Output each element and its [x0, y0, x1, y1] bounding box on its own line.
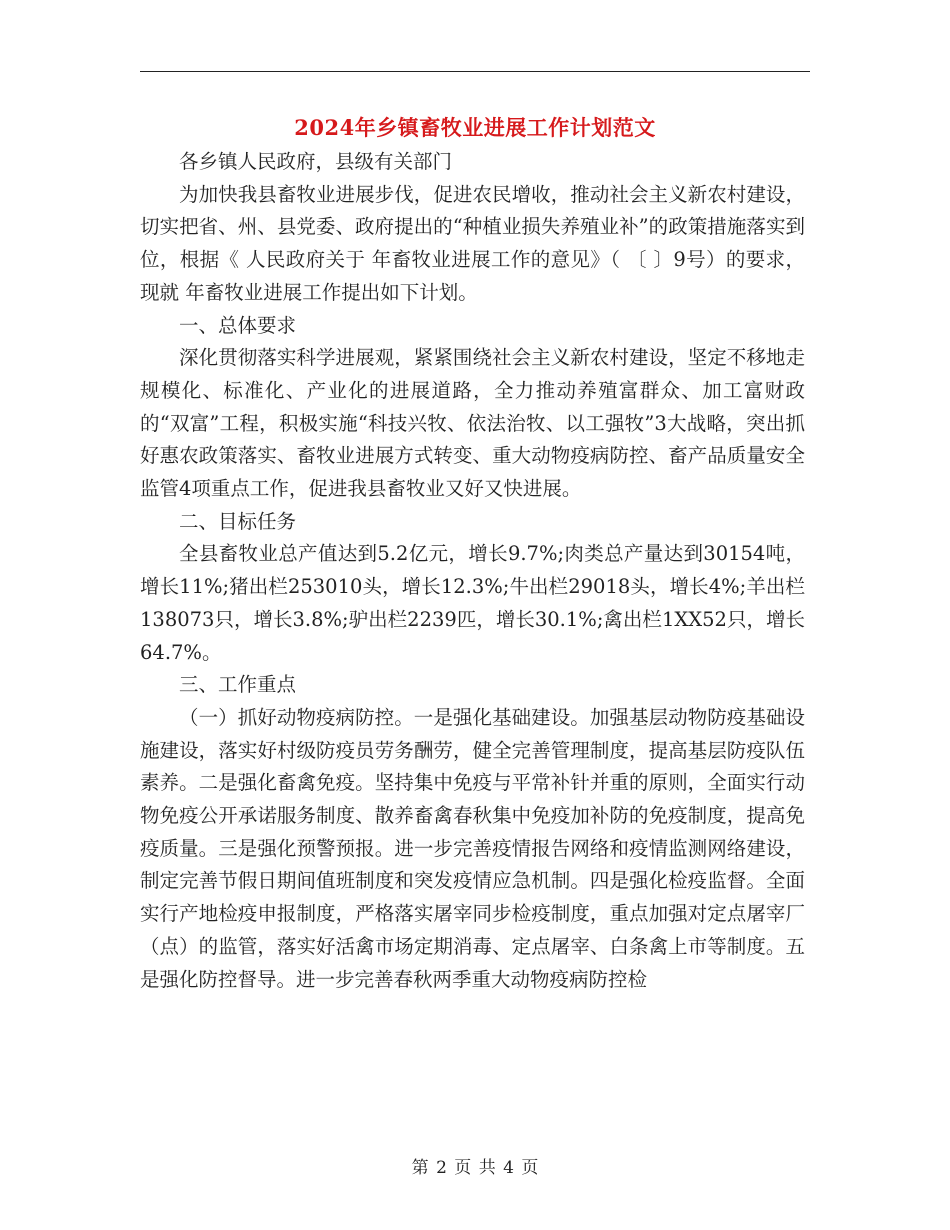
intro-paragraph: 为加快我县畜牧业进展步伐，促进农民增收，推动社会主义新农村建设，切实把省、州、县党委、政府提出的“种植业损失养殖业补”的政策措施落实到位，根据《 人民政府关于 年畜牧业进展工作的意见》（ 〔 〕9号）的要求，现就 年畜牧业进展工作提出如下计划。	[140, 182, 805, 304]
page-number-footer: 第 2 页 共 4 页	[411, 1158, 539, 1178]
header-rule	[140, 71, 810, 72]
section-heading: 二、目标任务	[179, 509, 297, 533]
section-heading: 三、工作重点	[179, 673, 297, 697]
body-paragraph: 全县畜牧业总产值达到5.2亿元，增长9.7%;肉类总产量达到30154吨，增长11%;猪出栏253010头，增长12.3%;牛出栏29018头，增长4%;羊出栏138073只，增长3.8%;驴出栏2239匹，增长30.1%;禽出栏1XX52只，增长64.7%。	[140, 542, 805, 664]
salutation-paragraph: 各乡镇人民政府，县级有关部门	[179, 150, 453, 173]
document-title: 2024年乡镇畜牧业进展工作计划范文	[294, 115, 656, 140]
body-paragraph: （一）抓好动物疫病防控。一是强化基础建设。加强基层动物防疫基础设施建设，落实好村级防疫员劳务酬劳，健全完善管理制度，提高基层防疫队伍素养。二是强化畜禽免疫。坚持集中免疫与平常补针并重的原则，全面实行动物免疫公开承诺服务制度、散养畜禽春秋集中免疫加补防的免疫制度，提高免疫质量。三是强化预警预报。进一步完善疫情报告网络和疫情监测网络建设，制定完善节假日期间值班制度和突发疫情应急机制。四是强化检疫监督。全面实行产地检疫申报制度，严格落实屠宰同步检疫制度，重点加强对定点屠宰厂（点）的监管，落实好活禽市场定期消毒、定点屠宰、白条禽上市等制度。五是强化防控督导。进一步完善春秋两季重大动物疫病防控检	[140, 705, 805, 991]
document-body	[140, 146, 805, 996]
section-heading: 一、总体要求	[179, 313, 297, 337]
body-paragraph: 深化贯彻落实科学进展观，紧紧围绕社会主义新农村建设，坚定不移地走规模化、标准化、产业化的进展道路，全力推动养殖富群众、加工富财政的“双富”工程，积极实施“科技兴牧、依法治牧、以工强牧”3大战略，突出抓好惠农政策落实、畜牧业进展方式转变、重大动物疫病防控、畜产品质量安全监管4项重点工作，促进我县畜牧业又好又快进展。	[140, 346, 805, 501]
